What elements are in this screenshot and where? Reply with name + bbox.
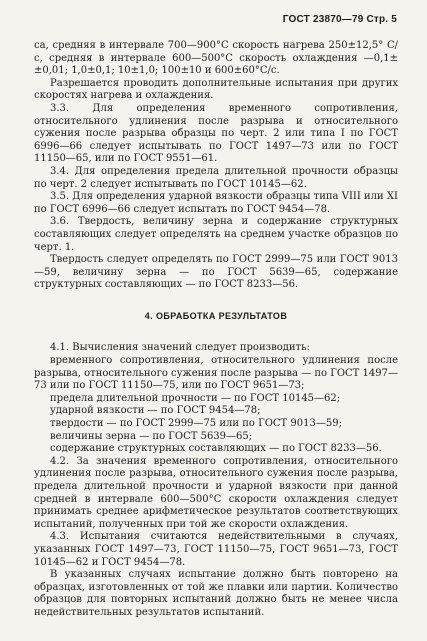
document-body bbox=[34, 40, 398, 620]
paragraph-3-5: 3.5. Для определения ударной вязкости образцы типа VIII или XI по ГОСТ 6996—66 следует испытать по ГОСТ 9454—78. bbox=[34, 191, 398, 215]
paragraph-heating-rates: са, средняя в интервале 700—900°С скорость нагрева 250±12,5° С/с, средняя в интервале 600—500°С скорость охлаждения —0,1±±0,01; 1,0±0,1; 10±1,0; 100±10 и 600±60°С/с. bbox=[34, 40, 398, 77]
list-item-tensile: временного сопротивления, относительного удлинения после разрыва, относительного сужения после разрыва — по ГОСТ 1497—73 или по ГОСТ 11150—75, или по ГОСТ 9651—73; bbox=[34, 355, 398, 392]
list-item: величины зерна — по ГОСТ 5639—65; bbox=[50, 430, 253, 442]
paragraph-retest: В указанных случаях испытание должно быть повторено на образцах, изготовленных от той же плавки или партии. Количество образцов для повторных испытаний должно быть не менее числа недействительных результатов испытаний. bbox=[34, 569, 398, 618]
list-item-structure: содержание структурных составляющих — по ГОСТ 8233—56. bbox=[50, 443, 382, 455]
paragraph-additional-tests: Разрешается проводить дополнительные испытания при других скоростях нагрева и охлаждения. bbox=[34, 77, 398, 102]
paragraph-4-2: 4.2. За значения временного сопротивления, относительного удлинения после разрыва, относительного сужения после разрыва, предела длительной прочности и ударной вязкости при данной средней в интервале 600—500°С скорости охлаждения следует принимать среднее арифметическое результатов соответствующих испытаний, полученных при той же скорости охлаждения. bbox=[34, 455, 398, 530]
list-item: ударной вязкости — по ГОСТ 9454—78; bbox=[50, 405, 261, 417]
paragraph-3-6: 3.6. Твердость, величину зерна и содержание структурных составляющих следует определять на среднем участке образцов по черт. 1. bbox=[34, 216, 398, 253]
page-header: ГОСТ 23870—79 Стр. 5 bbox=[282, 14, 397, 25]
list-item: твердости — по ГОСТ 2999—75 или по ГОСТ 9013—59; bbox=[50, 418, 342, 430]
section-heading: 4. ОБРАБОТКА РЕЗУЛЬТАТОВ bbox=[144, 310, 288, 321]
paragraph-4-1: 4.1. Вычисления значений следует производить: bbox=[50, 342, 310, 354]
paragraph-3-4: 3.4. Для определения предела длительной прочности образцы по черт. 2 следует испытывать по ГОСТ 10145—62. bbox=[34, 165, 398, 190]
paragraph-4-3: 4.3. Испытания считаются недействительными в случаях, указанных ГОСТ 1497—73, ГОСТ 11150—75, ГОСТ 9651—73, ГОСТ 10145—62 и ГОСТ 9454—78. bbox=[34, 531, 398, 568]
list-item: предела длительной прочности — по ГОСТ 10145—62; bbox=[50, 392, 341, 404]
paragraph-3-3: 3.3. Для определения временного сопротивления, относительного удлинения после разрыва и относительного сужения после разрыва образцы по черт. 2 или типа I по ГОСТ 6996—66 следует испытывать по ГОСТ 1497—73 или по ГОСТ 11150—65, или по ГОСТ 9551—61. bbox=[34, 102, 398, 165]
paragraph-hardness: Твердость следует определять по ГОСТ 2999—75 или ГОСТ 9013—59, величину зерна — по ГОСТ 5639—65, содержание структурных составляющих — по ГОСТ 8233—56. bbox=[34, 254, 398, 291]
